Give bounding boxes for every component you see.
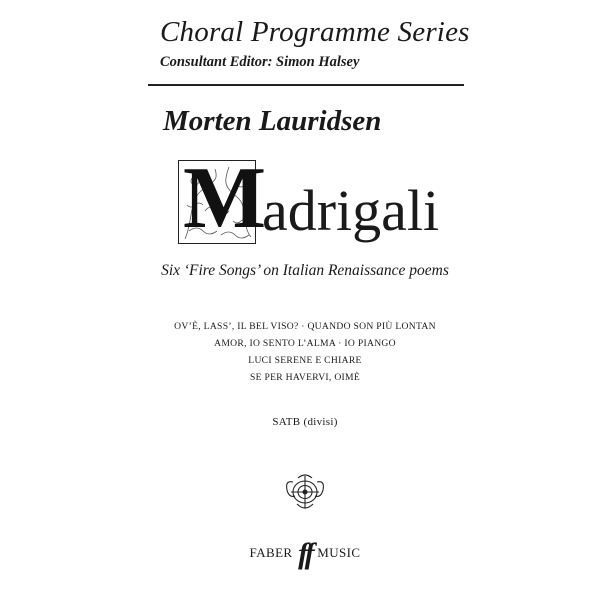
consultant-editor: Consultant Editor: Simon Halsey [160, 54, 360, 70]
decorative-initial-frame [178, 150, 267, 247]
subtitle: Six ‘Fire Songs’ on Italian Renaissance poems [161, 262, 449, 279]
song-line: LUCI SERENE E CHIARE [248, 355, 362, 366]
series-title: Choral Programme Series [160, 16, 470, 48]
song-line: SE PER HAVERVI, OIMÈ [249, 372, 361, 383]
composer-name: Morten Lauridsen [163, 105, 382, 137]
faber-crest-emblem-icon [283, 472, 327, 517]
faber-ff-logo: ff [298, 537, 312, 570]
title-text: adrigali [262, 178, 440, 243]
title-initial: M [183, 150, 267, 247]
publisher-music: MUSIC [317, 545, 361, 560]
divider-rule [148, 84, 464, 86]
song-line: OV’È, LASS’, IL BEL VISO? · QUANDO SON PIÙ LONTAN [174, 321, 436, 332]
voicing: SATB (divisi) [272, 416, 338, 428]
publisher-imprint [0, 537, 610, 571]
song-list [0, 318, 610, 386]
song-line: AMOR, IO SENTO L’ALMA · IO PIANGO [214, 338, 396, 349]
publisher-faber: FABER [249, 545, 293, 560]
